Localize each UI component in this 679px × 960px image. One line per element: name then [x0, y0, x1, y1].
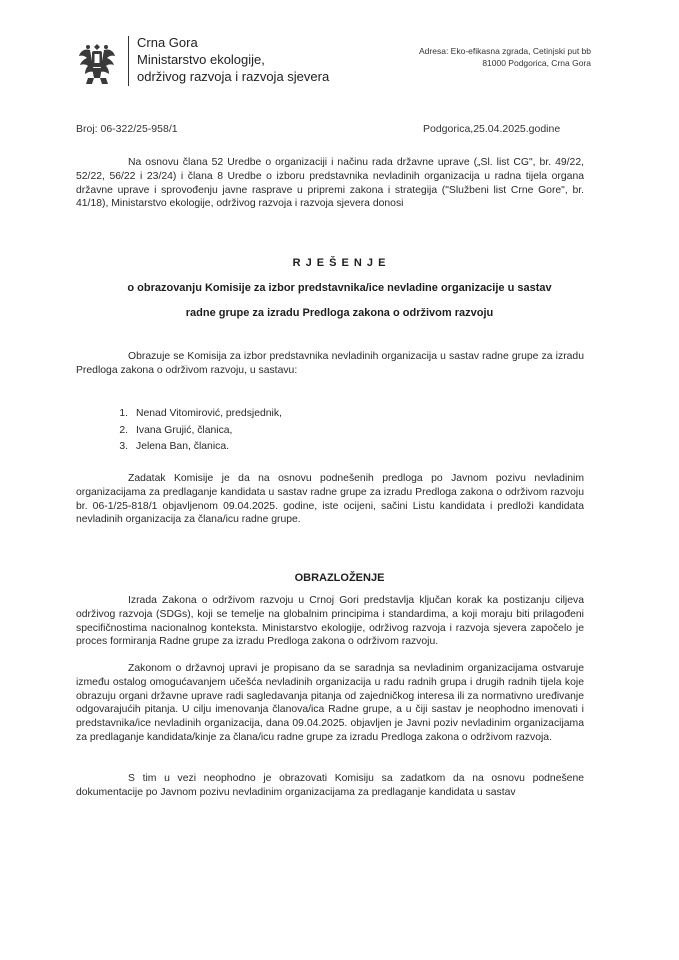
coat-of-arms-icon	[76, 38, 118, 88]
institution-line: Crna Gora	[137, 35, 198, 50]
reasoning-paragraph	[76, 772, 584, 800]
header-divider	[128, 36, 129, 86]
reasoning-title: OBRAZLOŽENJE	[294, 572, 385, 584]
decision-subtitle-line: radne grupe za izradu Predloga zakona o održivom razvoju	[185, 307, 494, 319]
member-text: Jelena Ban, članica.	[136, 441, 229, 452]
institution-name	[137, 34, 329, 85]
reasoning-paragraph	[76, 594, 584, 649]
list-item	[105, 423, 505, 440]
document-number: Broj: 06-322/25-958/1	[76, 123, 178, 135]
member-text: Ivana Grujić, članica,	[136, 424, 233, 436]
reasoning-text: Zakonom o državnoj upravi je propisano da se saradnja sa nevladinim organizacijama ostvaruje između ostalog omogućavanjem učešća nevladinih organizacija u radu radnih grupa i drugih radnih tijela koje obrazuju organi državne uprave radi sagledavanja pitanja od zajedničkog interesa ili za normativno uređivanje odgovarajućih pitanja. U cilju imenovanja članova/ica Radne grupe, a u čiji sastav je neophodno imenovati i predstavnika/ice nevladinih organizacija, dana 09.04.2025. objavljen je Javni poziv nevladinim organizacijama za predlaganje kandidata/kinje za člana/icu radne grupe za izradu Predloga zakona o održivom razvoja.	[76, 663, 584, 743]
intro-paragraph	[76, 156, 584, 211]
list-number: 1.	[119, 408, 128, 419]
intro-text: Na osnovu člana 52 Uredbe o organizaciji i načinu rada državne uprave („Sl. list CG", br. 49/22, 52/22, 56/22 i 23/24) i člana 8 Uredbe o izboru predstavnika nevladinih organizacija u radna tijela organa državne uprave i sprovođenju javne rasprave u pripremi zakona i strategija ("Službeni list Crne Gore", br. 41/18), Ministarstvo ekologije, održivog razvoja i razvoja sjevera donosi	[76, 157, 584, 210]
decision-title: R J E Š E N J E	[292, 257, 387, 269]
reasoning-text: Izrada Zakona o održivom razvoju u Crnoj Gori predstavlja ključan korak ka postizanju ciljeva održivog razvoja (SDGs), koji se temelje na globalnim principima i standardima, a koji moraju biti prilagođeni specifičnostima nacionalnog konteksta. Ministarstvo ekologije, održivog razvoja i razvoja sjevera započelo je proces formiranja Radne grupe za izradu Predloga zakona o održivom razvoju.	[76, 595, 584, 648]
formation-paragraph	[76, 350, 584, 378]
list-number: 2.	[119, 424, 128, 436]
address-line: Adresa: Eko-efikasna zgrada, Cetinjski put bb	[419, 46, 591, 56]
list-number: 3.	[119, 441, 128, 452]
list-item	[105, 439, 505, 456]
task-text: Zadatak Komisije je da na osnovu podnešenih predloga po Javnom pozivu nevladinim organizacijama za predlaganje kandidata u sastav radne grupe za izradu Predloga zakona o održivom razvoju br. 06-1/25-818/1 objavljenom 09.04.2025. godine, iste ocijeni, sačini Listu kandidata i predloži kandidata nevladinih organizacija za člana/icu radne grupe.	[76, 473, 584, 526]
formation-text: Obrazuje se Komisija za izbor predstavnika nevladinih organizacija u sastav radne grupe za izradu Predloga zakona o održivom razvoju, u sastavu:	[76, 351, 584, 376]
institution-line: održivog razvoja i razvoja sjevera	[137, 69, 330, 84]
address-line: 81000 Podgorica, Crna Gora	[482, 58, 591, 68]
member-list	[105, 406, 505, 456]
decision-subtitle-line: o obrazovanju Komisije za izbor predstavnika/ice nevladine organizacije u sastav	[127, 282, 552, 294]
task-paragraph	[76, 472, 584, 527]
list-item	[105, 406, 505, 423]
place-date: Podgorica,25.04.2025.godine	[423, 123, 561, 135]
institution-line: Ministarstvo ekologije,	[137, 52, 265, 67]
address-block	[419, 45, 591, 69]
member-text: Nenad Vitomirović, predsjednik,	[136, 408, 282, 419]
reasoning-paragraph	[76, 662, 584, 745]
reasoning-text: S tim u vezi neophodno je obrazovati Komisiju sa zadatkom da na osnovu podnešene dokumentacije po Javnom pozivu nevladinim organizacijama za predlaganje kandidata u sastav	[76, 773, 584, 798]
